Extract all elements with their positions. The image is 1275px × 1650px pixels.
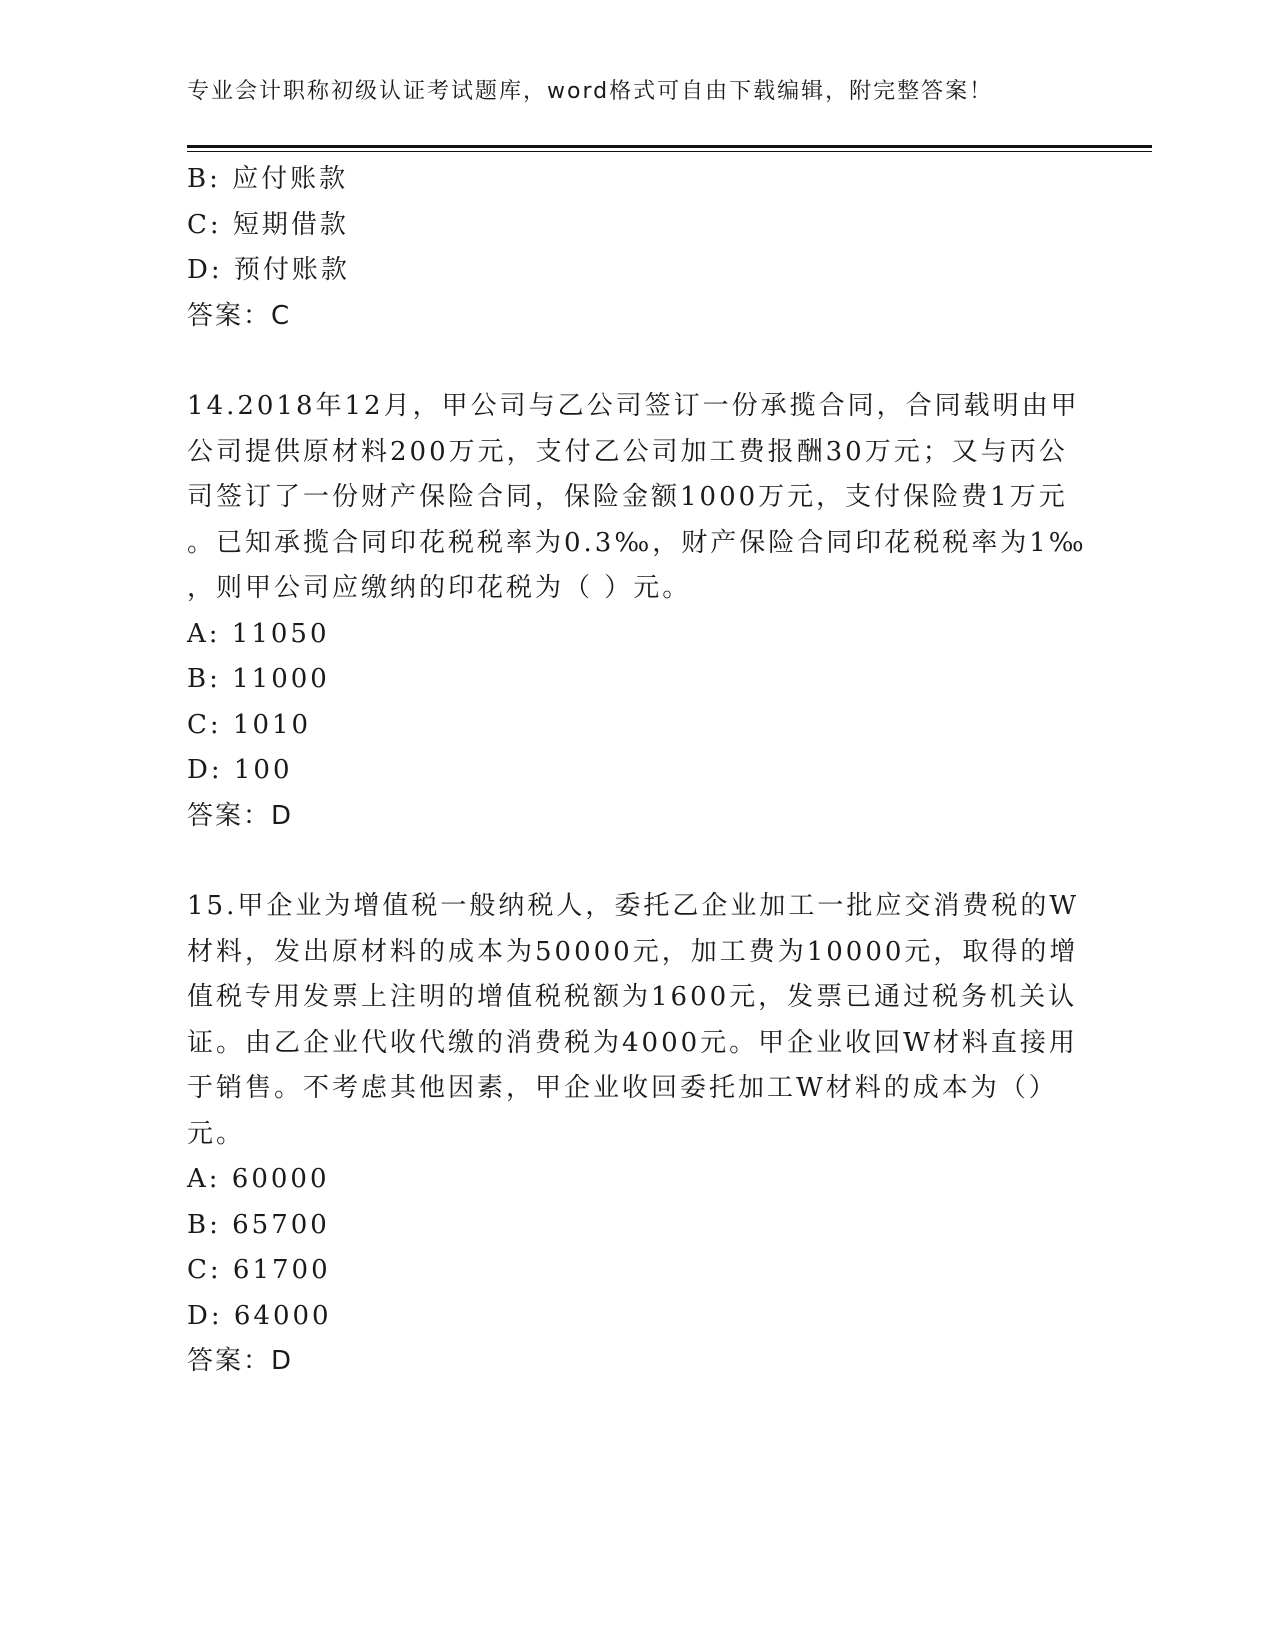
- question-text-line: 元。: [187, 1118, 246, 1149]
- header-rule-thick: [187, 145, 1152, 148]
- question-text-line: 材料，发出原材料的成本为50000元，加工费为10000元，取得的增: [187, 936, 1079, 967]
- question-text-line: 15.甲企业为增值税一般纳税人，委托乙企业加工一批应交消费税的W: [187, 891, 1080, 921]
- question-text-line: 14.2018年12月，甲公司与乙公司签订一份承揽合同，合同载明由甲: [187, 391, 1080, 421]
- option-b: B: 65700: [187, 1209, 330, 1240]
- answer: 答案：D: [187, 1346, 294, 1376]
- question-text-line: 于销售。不考虑其他因素，甲企业收回委托加工W材料的成本为（）: [187, 1073, 1058, 1103]
- question-text-line: 。已知承揽合同印花税税率为0.3‰，财产保险合同印花税税率为1‰: [187, 527, 1087, 558]
- option-b: B: 应付账款: [187, 164, 349, 194]
- document-body: [187, 157, 1087, 1385]
- header-rule-thin: [187, 151, 1152, 152]
- spacer: [187, 839, 1087, 884]
- question-text-line: 值税专用发票上注明的增值税税额为1600元，发票已通过税务机关认: [187, 982, 1078, 1012]
- option-d: D: 64000: [187, 1300, 332, 1331]
- question-text-line: 司签订了一份财产保险合同，保险金额1000万元，支付保险费1万元: [187, 482, 1068, 512]
- option-c: C: 61700: [187, 1255, 331, 1285]
- question-15: [187, 884, 1087, 1385]
- answer: 答案：D: [187, 800, 294, 831]
- option-a: A: 11050: [187, 618, 330, 649]
- question-text-line: ，则甲公司应缴纳的印花税为（ ）元。: [187, 573, 692, 603]
- option-c: C: 短期借款: [187, 209, 349, 240]
- option-d: D: 100: [187, 755, 293, 785]
- answer: 答案：C: [187, 300, 292, 331]
- option-d: D: 预付账款: [187, 255, 350, 285]
- question-14: [187, 384, 1087, 839]
- prev-question-block: [187, 157, 1087, 339]
- question-text-line: 证。由乙企业代收代缴的消费税为4000元。甲企业收回W材料直接用: [187, 1027, 1078, 1058]
- option-c: C: 1010: [187, 709, 312, 740]
- page-header: 专业会计职称初级认证考试题库，word格式可自由下载编辑，附完整答案！: [187, 79, 994, 104]
- question-text-line: 公司提供原材料200万元，支付乙公司加工费报酬30万元；又与丙公: [187, 436, 1068, 467]
- option-a: A: 60000: [187, 1164, 330, 1194]
- spacer: [187, 339, 1087, 384]
- option-b: B: 11000: [187, 664, 330, 694]
